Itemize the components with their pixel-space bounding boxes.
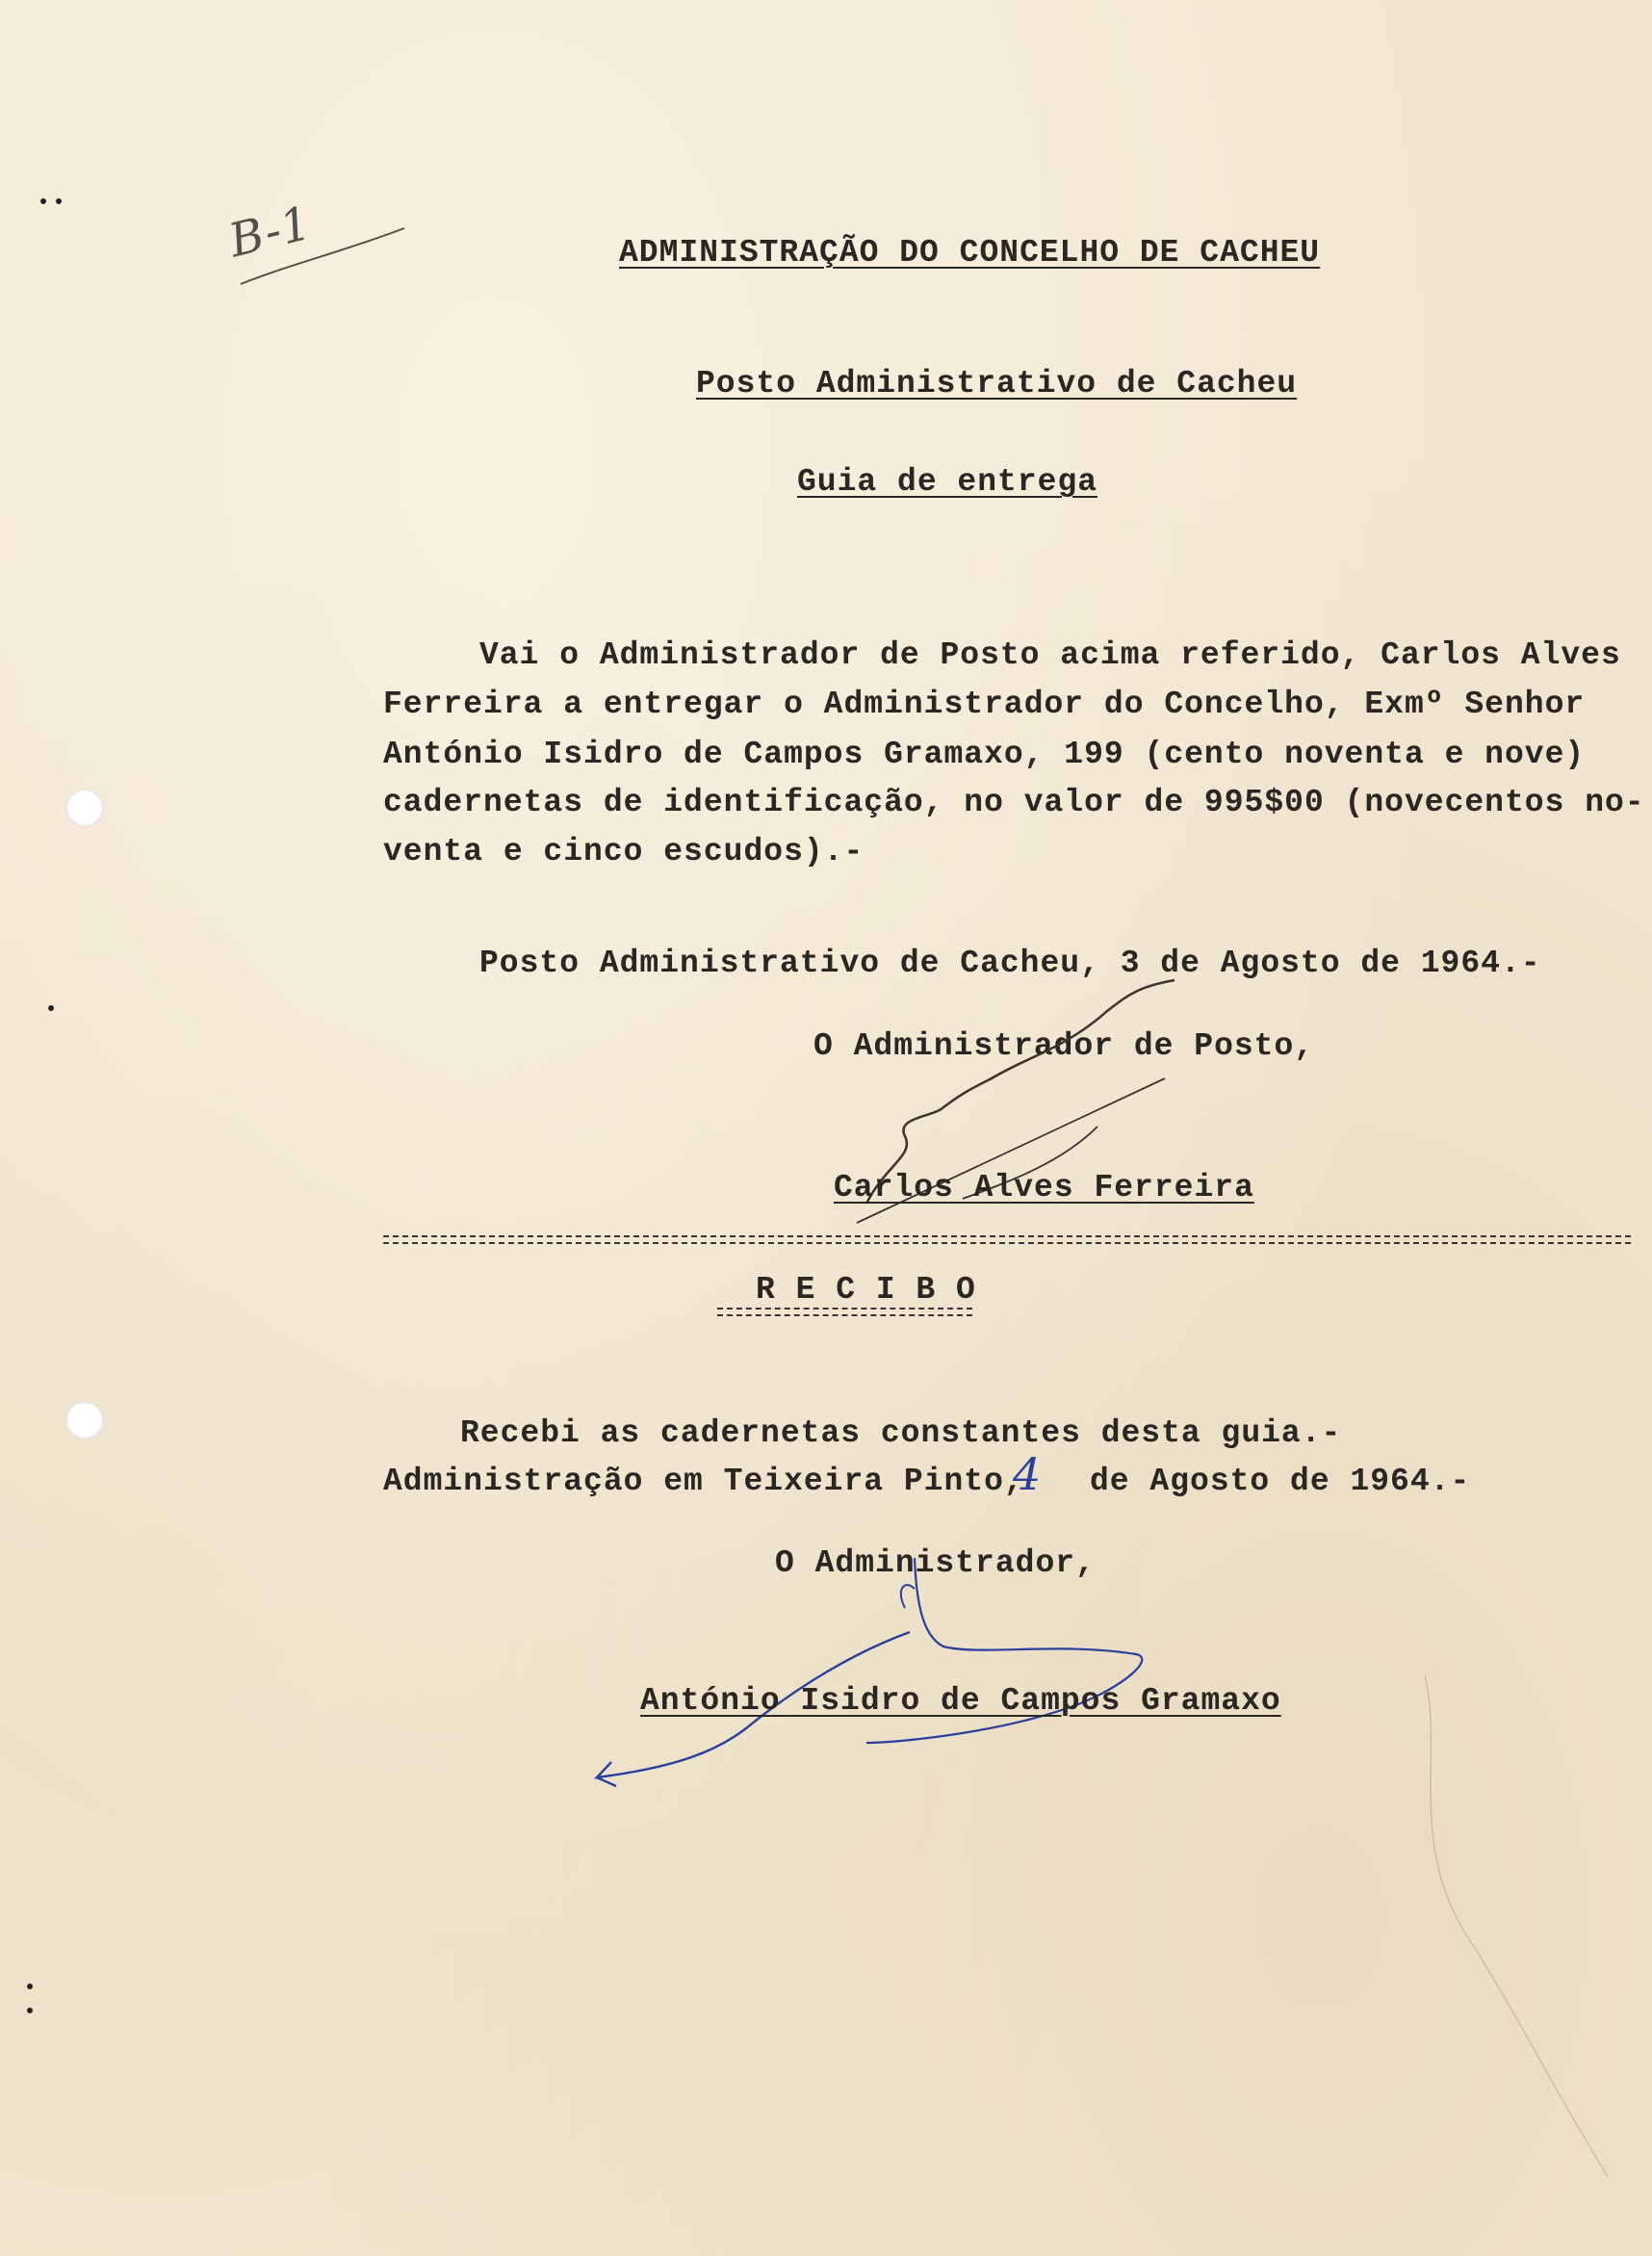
pencil-annotation: B-1 [223, 195, 318, 269]
margin-dot [27, 2008, 33, 2013]
body-line: cadernetas de identificação, no valor de 995$00 (novecentos no- [383, 785, 1645, 820]
body-line: Ferreira a entregar o Administrador do Concelho, Exmº Senhor [383, 687, 1586, 722]
margin-dot [40, 198, 46, 204]
receipt-line: de Agosto de 1964.- [1090, 1464, 1471, 1499]
body-line: António Isidro de Campos Gramaxo, 199 (cento noventa e nove) [383, 737, 1586, 772]
body-line: venta e cinco escudos).- [383, 834, 865, 869]
margin-dot [48, 1005, 54, 1011]
receiver-signature [578, 1550, 1184, 1801]
margin-dot [56, 198, 62, 204]
receipt-line: Recebi as cadernetas constantes desta guia.- [460, 1415, 1342, 1451]
separator-rule [383, 1233, 1631, 1247]
receipt-line: Administração em Teixeira Pinto, [383, 1464, 1024, 1499]
receiver-name: António Isidro de Campos Gramaxo [640, 1683, 1281, 1719]
paper-crease [1348, 1637, 1637, 2215]
pencil-annotation-stroke [231, 217, 414, 294]
margin-dot [27, 1984, 33, 1989]
dateline: Posto Administrativo de Cacheu, 3 de Agosto de 1964.- [479, 946, 1541, 981]
receiver-role: O Administrador, [775, 1545, 1096, 1581]
sender-name: Carlos Alves Ferreira [834, 1170, 1254, 1206]
receipt-day-handwritten: 4 [1013, 1448, 1043, 1500]
document-type: Guia de entrega [797, 464, 1098, 500]
body-line: Vai o Administrador de Posto acima referido, Carlos Alves [479, 637, 1621, 673]
receipt-title-rule [717, 1306, 972, 1319]
punch-hole-upper [65, 789, 104, 827]
sender-role: O Administrador de Posto, [813, 1028, 1315, 1064]
receipt-title: R E C I B O [756, 1272, 976, 1308]
document-subtitle: Posto Administrativo de Cacheu [696, 366, 1298, 402]
punch-hole-lower [65, 1401, 104, 1439]
document-title: ADMINISTRAÇÃO DO CONCELHO DE CACHEU [619, 235, 1321, 271]
